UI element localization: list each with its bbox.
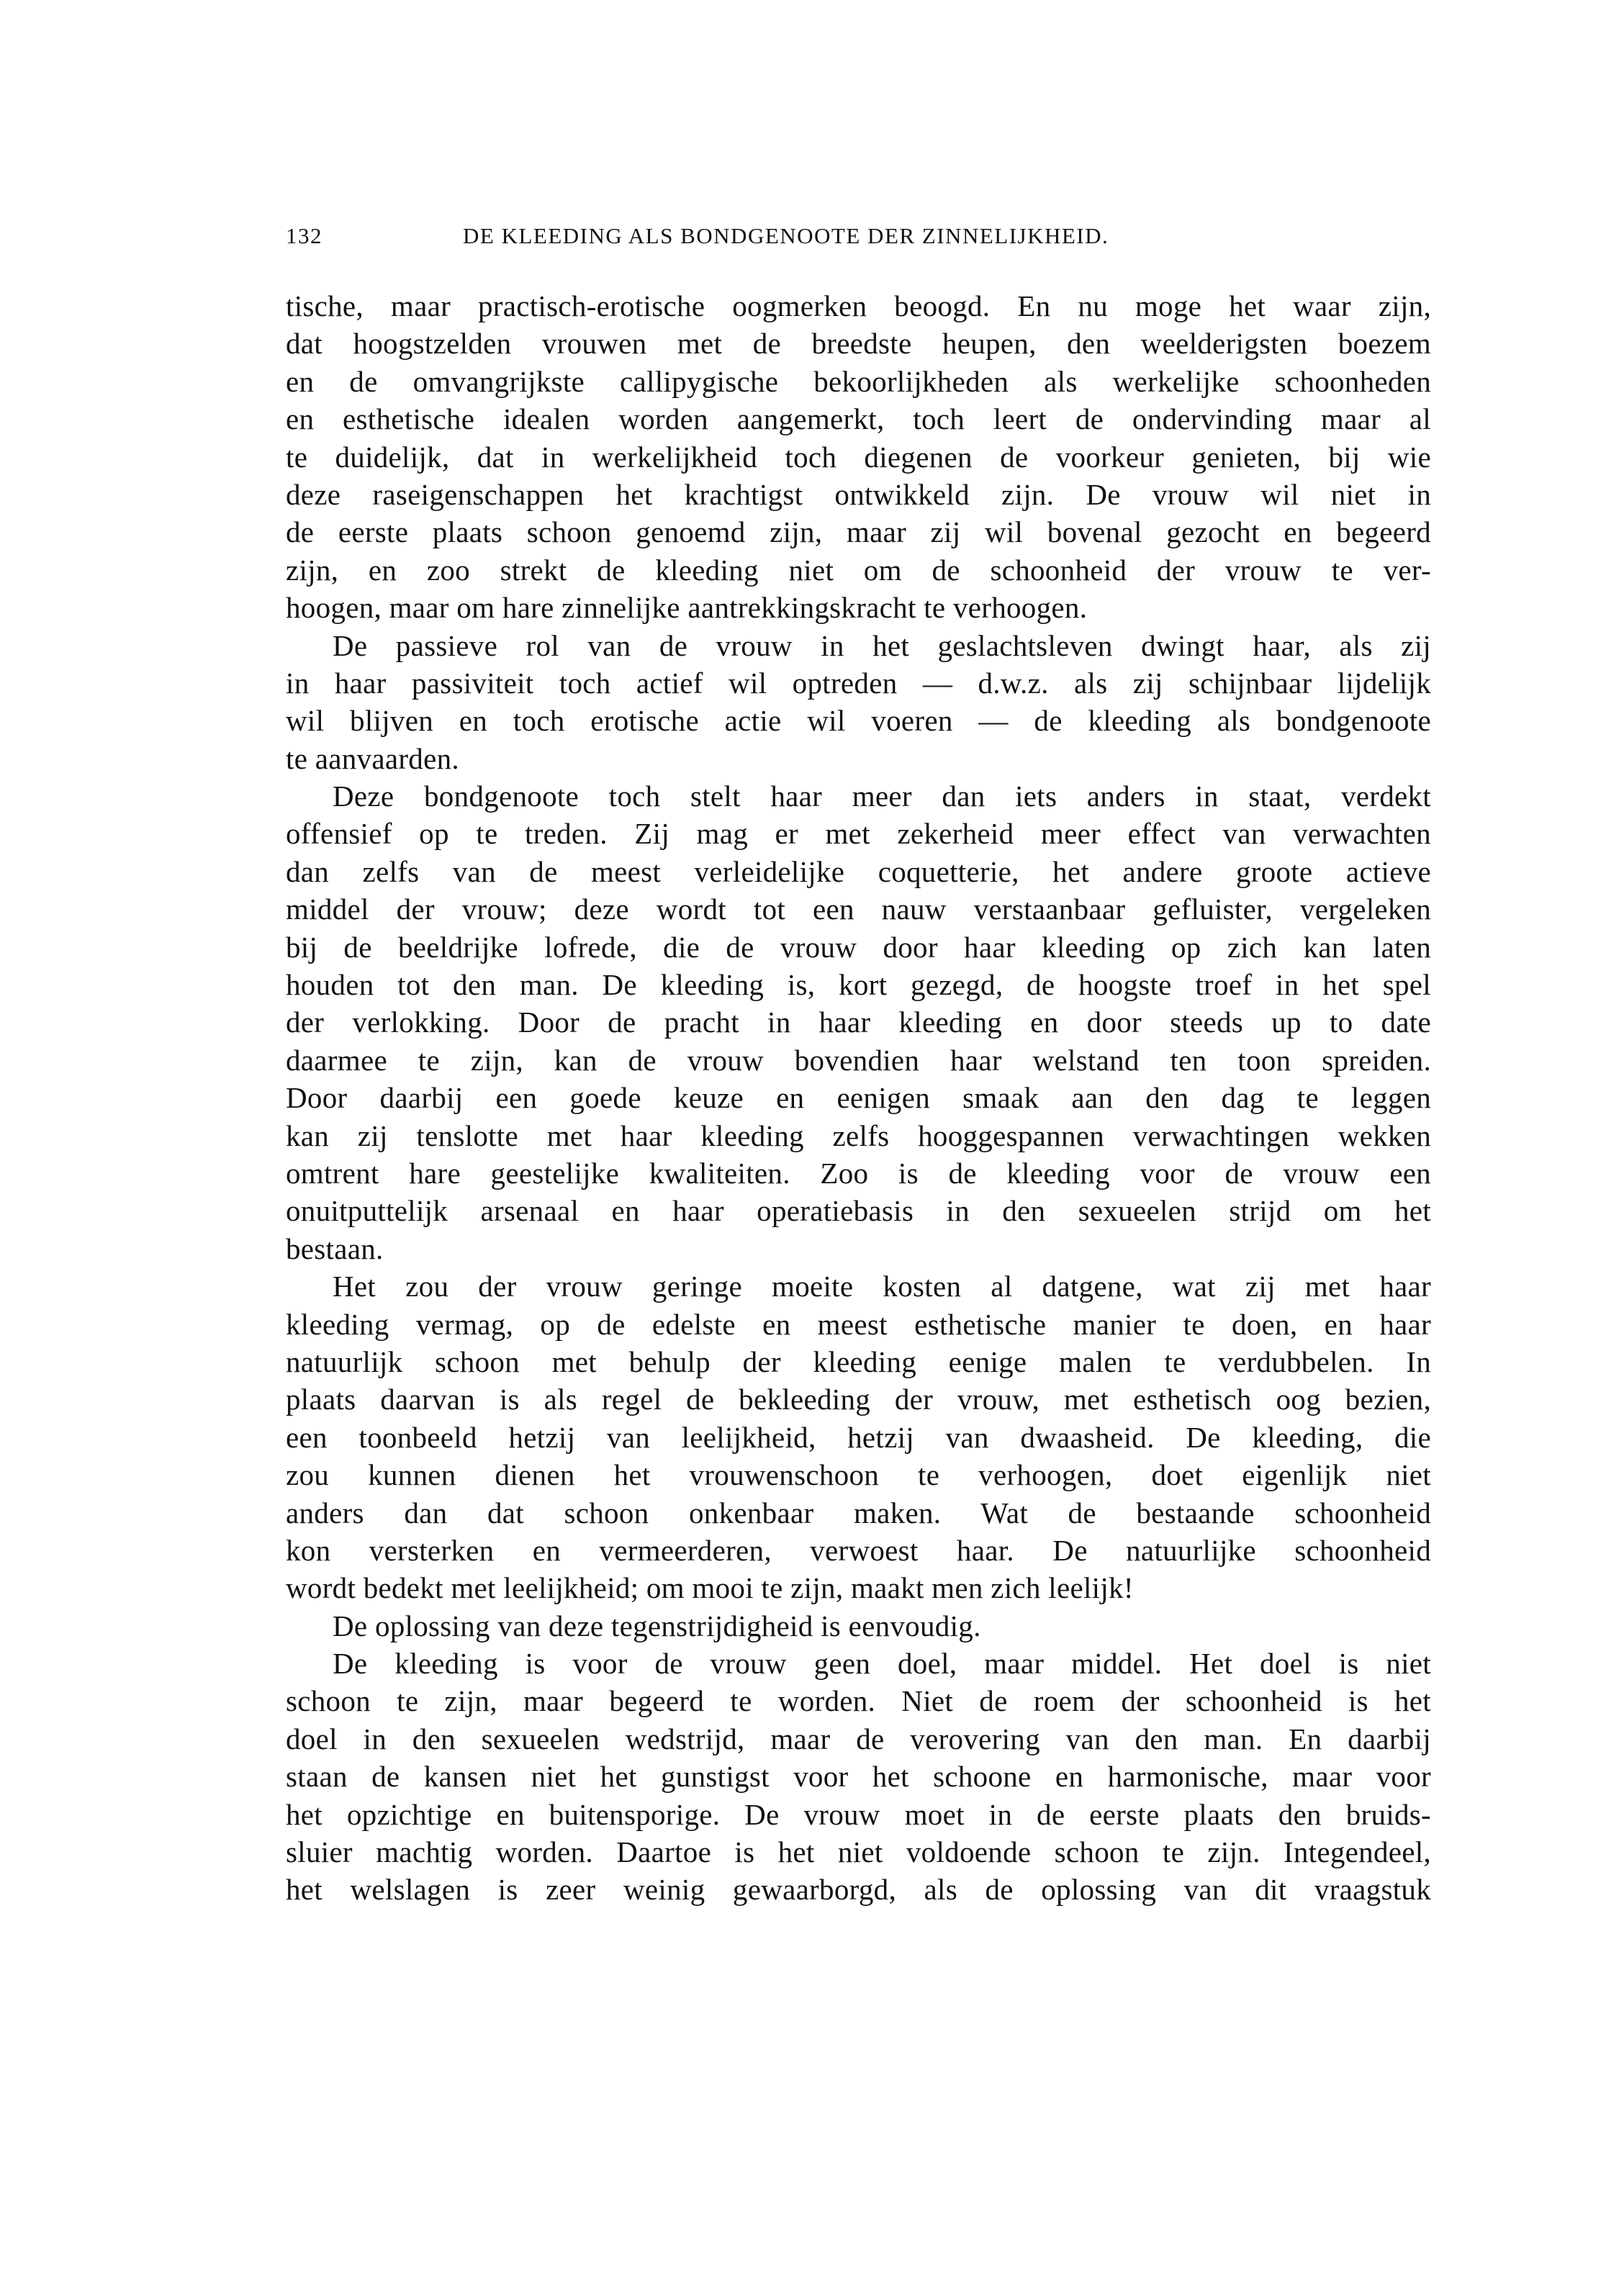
page-number: 132 <box>286 223 323 248</box>
text-line: hoogen, maar om hare zinnelijke aantrekkingskracht te verhoogen. <box>286 591 1088 625</box>
text-line: een toonbeeld hetzij van leelijkheid, hetzij van dwaasheid. De kleeding, die <box>286 1420 1431 1454</box>
text-line: bij de beeldrijke lofrede, die de vrouw door haar kleeding op zich kan laten <box>286 930 1431 964</box>
paragraph-start-line: Het zou der vrouw geringe moeite kosten al datgene, wat zij met haar <box>333 1270 1431 1303</box>
text-line: zijn, en zoo strekt de kleeding niet om de schoonheid der vrouw te ver- <box>286 553 1431 587</box>
text-line: wordt bedekt met leelijkheid; om mooi te zijn, maakt men zich leelijk! <box>286 1571 1134 1605</box>
text-line: omtrent hare geestelijke kwaliteiten. Zoo is de kleeding voor de vrouw een <box>286 1156 1431 1190</box>
text-line: onuitputtelijk arsenaal en haar operatiebasis in den sexueelen strijd om het <box>286 1194 1431 1228</box>
text-line: houden tot den man. De kleeding is, kort gezegd, de hoogste troef in het spel <box>286 968 1431 1002</box>
text-line: het opzichtige en buitensporige. De vrouw moet in de eerste plaats den bruids- <box>286 1797 1431 1831</box>
text-line: en de omvangrijkste callipygische bekoorlijkheden als werkelijke schoonheden <box>286 364 1431 398</box>
text-line: der verlokking. Door de pracht in haar kleeding en door steeds up to date <box>286 1005 1431 1039</box>
running-title: DE KLEEDING ALS BONDGENOOTE DER ZINNELIJKHEID. <box>463 223 1109 248</box>
text-line: schoon te zijn, maar begeerd te worden. Niet de roem der schoonheid is het <box>286 1684 1431 1718</box>
text-line: staan de kansen niet het gunstigst voor het schoone en harmonische, maar voor <box>286 1760 1431 1794</box>
paragraph-start-line: Deze bondgenoote toch stelt haar meer dan iets anders in staat, verdekt <box>333 779 1431 813</box>
paragraph-start-line: De kleeding is voor de vrouw geen doel, maar middel. Het doel is niet <box>333 1647 1431 1681</box>
text-line: offensief op te treden. Zij mag er met zekerheid meer effect van verwachten <box>286 817 1431 851</box>
text-line: de eerste plaats schoon genoemd zijn, maar zij wil bovenal gezocht en begeerd <box>286 515 1431 549</box>
text-line: zou kunnen dienen het vrouwenschoon te verhoogen, doet eigenlijk niet <box>286 1458 1431 1492</box>
text-line: te aanvaarden. <box>286 741 459 775</box>
text-line: deze raseigenschappen het krachtigst ontwikkeld zijn. De vrouw wil niet in <box>286 477 1431 511</box>
text-line: plaats daarvan is als regel de bekleeding der vrouw, met esthetisch oog bezien, <box>286 1383 1431 1416</box>
text-line: het welslagen is zeer weinig gewaarborgd, als de oplossing van dit vraagstuk <box>286 1873 1431 1907</box>
text-line: wil blijven en toch erotische actie wil voeren — de kleeding als bondgenoote <box>286 704 1431 738</box>
text-line: doel in den sexueelen wedstrijd, maar de verovering van den man. En daarbij <box>286 1722 1431 1755</box>
text-line: bestaan. <box>286 1231 384 1265</box>
text-line: sluier machtig worden. Daartoe is het niet voldoende schoon te zijn. Integendeel, <box>286 1835 1431 1869</box>
text-line: dat hoogstzelden vrouwen met de breedste heupen, den weelderigsten boezem <box>286 327 1431 361</box>
paragraph-start-line: De oplossing van deze tegenstrijdigheid is eenvoudig. <box>333 1609 981 1642</box>
text-line: dan zelfs van de meest verleidelijke coquetterie, het andere groote actieve <box>286 854 1431 888</box>
text-line: kan zij tenslotte met haar kleeding zelfs hooggespannen verwachtingen wekken <box>286 1118 1431 1152</box>
text-line: daarmee te zijn, kan de vrouw bovendien haar welstand ten toon spreiden. <box>286 1043 1431 1077</box>
paragraph-start-line: De passieve rol van de vrouw in het geslachtsleven dwingt haar, als zij <box>333 628 1431 662</box>
running-head <box>286 220 1431 252</box>
text-line: middel der vrouw; deze wordt tot een nauw verstaanbaar gefluister, vergeleken <box>286 892 1431 926</box>
text-line: in haar passiviteit toch actief wil optreden — d.w.z. als zij schijnbaar lijdelijk <box>286 666 1431 700</box>
text-line: tische, maar practisch-erotische oogmerken beoogd. En nu moge het waar zijn, <box>286 289 1431 322</box>
text-line: Door daarbij een goede keuze en eenigen smaak aan den dag te leggen <box>286 1081 1431 1115</box>
text-line: natuurlijk schoon met behulp der kleeding eenige malen te verdubbelen. In <box>286 1344 1431 1378</box>
text-line: en esthetische idealen worden aangemerkt, toch leert de ondervinding maar al <box>286 402 1431 436</box>
text-line: te duidelijk, dat in werkelijkheid toch diegenen de voorkeur genieten, bij wie <box>286 440 1431 474</box>
body-text <box>286 287 1431 1909</box>
text-line: kon versterken en vermeerderen, verwoest haar. De natuurlijke schoonheid <box>286 1533 1431 1567</box>
text-line: kleeding vermag, op de edelste en meest esthetische manier te doen, en haar <box>286 1307 1431 1341</box>
text-line: anders dan dat schoon onkenbaar maken. Wat de bestaande schoonheid <box>286 1496 1431 1529</box>
